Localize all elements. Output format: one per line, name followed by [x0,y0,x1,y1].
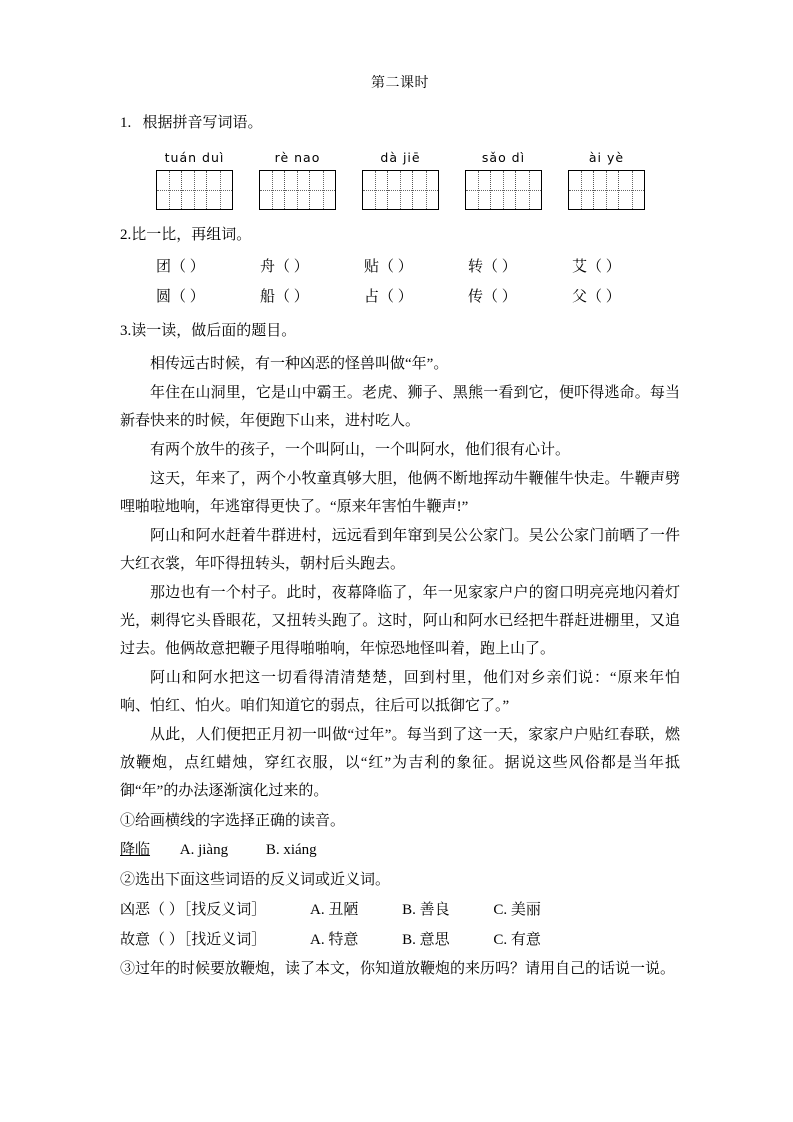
passage-paragraph: 这天，年来了，两个小牧童真够大胆，他俩不断地挥动牛鞭催牛快走。牛鞭声劈哩啪啦地响，年逃窜得更快了。“原来年害怕牛鞭声!” [120,471,680,515]
pinyin-label: tuán duì [164,150,225,165]
tianzige-square[interactable] [157,171,182,209]
pinyin-label: dà jiē [380,150,421,165]
sub-question-1-options [120,837,680,864]
sub-question-2-label: ②选出下面这些词语的反义词或近义词。 [120,872,391,888]
option-b[interactable]: B. 意思 [402,932,450,948]
sub-question-1-label: ①给画横线的字选择正确的读音。 [120,813,346,829]
passage-paragraph: 阿山和阿水把这一切看得清清楚楚，回到村里，他们对乡亲们说：“原来年怕响、怕红、怕火。咱们知道它的弱点，往后可以抵御它了。” [120,670,680,714]
tianzige-square[interactable] [594,171,619,209]
tianzige-grid[interactable] [465,170,542,210]
passage-paragraph: 那边也有一个村子。此时，夜幕降临了，年一见家家户户的窗口明亮亮地闪着灯光，刺得它头昏眼花，又扭转头跑了。这时，阿山和阿水已经把牛群赶进棚里，又追过去。他俩故意把鞭子甩得啪啪响，年惊恐地怪叫着，跑上山了。 [120,585,680,657]
tianzige-square[interactable] [466,171,491,209]
pinyin-cell [568,150,645,210]
tianzige-square[interactable] [285,171,310,209]
page-title: 第二课时 [371,76,429,91]
page-content [120,72,680,983]
pinyin-cell [465,150,542,210]
pinyin-cell [259,150,336,210]
tianzige-square[interactable] [207,171,232,209]
pinyin-label: rè nao [274,150,321,165]
compare-item[interactable]: 传（ ） [468,289,517,305]
compare-item[interactable]: 圆（ ） [156,289,205,305]
option-b[interactable]: B. xiáng [265,842,317,858]
passage-paragraph: 相传远古时候，有一种凶恶的怪兽叫做“年”。 [150,356,449,372]
choice-word[interactable]: 凶恶（ ）［找反义词］ [120,902,267,918]
compare-item[interactable]: 团（ ） [156,259,205,275]
pinyin-writing-row [156,150,680,210]
choice-row [120,896,680,924]
tianzige-square[interactable] [491,171,516,209]
question-1-number: 1. [120,115,132,131]
pinyin-cell [156,150,233,210]
question-3-prompt: 3.读一读，做后面的题目。 [120,323,297,339]
tianzige-square[interactable] [516,171,541,209]
underlined-word: 降临 [120,842,151,858]
choice-word[interactable]: 故意（ ）［找近义词］ [120,932,267,948]
passage-paragraph: 阿山和阿水赶着牛群进村，远远看到年窜到吴公公家门。吴公公家门前晒了一件大红衣裳，年吓得扭转头，朝村后头跑去。 [120,528,680,572]
compare-row [156,282,680,312]
pinyin-label: ài yè [588,150,625,165]
tianzige-square[interactable] [388,171,413,209]
compare-item[interactable]: 父（ ） [572,289,621,305]
option-a[interactable]: A. 特意 [310,932,359,948]
option-a[interactable]: A. jiàng [179,842,229,858]
tianzige-grid[interactable] [156,170,233,210]
pinyin-label: sǎo dì [481,150,526,165]
compare-row [156,252,680,282]
compare-item[interactable]: 占（ ） [364,289,413,305]
compare-item[interactable]: 转（ ） [468,259,517,275]
tianzige-grid[interactable] [568,170,645,210]
tianzige-square[interactable] [569,171,594,209]
question-2 [120,222,680,312]
tianzige-square[interactable] [310,171,335,209]
reading-passage [120,350,680,805]
tianzige-square[interactable] [363,171,388,209]
question-1-text: 根据拼音写词语。 [142,115,263,131]
pinyin-cell [362,150,439,210]
compare-item[interactable]: 贴（ ） [364,259,413,275]
tianzige-grid[interactable] [362,170,439,210]
tianzige-square[interactable] [182,171,207,209]
compare-item[interactable]: 艾（ ） [572,259,621,275]
question-2-prompt: 2.比一比，再组词。 [120,227,252,243]
option-b[interactable]: B. 善良 [402,902,450,918]
tianzige-square[interactable] [413,171,438,209]
choice-row [120,926,680,954]
compare-item[interactable]: 舟（ ） [260,259,309,275]
compare-item[interactable]: 船（ ） [260,289,309,305]
tianzige-grid[interactable] [259,170,336,210]
tianzige-square[interactable] [260,171,285,209]
passage-paragraph: 年住在山洞里，它是山中霸王。老虎、狮子、黑熊一看到它，便吓得逃命。每当新春快来的时候，年便跑下山来，进村吃人。 [120,385,680,429]
sub-question-3-label: ③过年的时候要放鞭炮，读了本文，你知道放鞭炮的来历吗？请用自己的话说一说。 [120,961,676,977]
passage-paragraph: 从此，人们便把正月初一叫做“过年”。每当到了这一天，家家户户贴红春联，燃放鞭炮，点红蜡烛，穿红衣服，以“红”为吉利的象征。据说这些风俗都是当年抵御“年”的办法逐渐演化过来的。 [120,727,680,799]
question-1-prompt [120,110,680,136]
option-c[interactable]: C. 有意 [493,932,541,948]
option-c[interactable]: C. 美丽 [493,902,541,918]
option-a[interactable]: A. 丑陋 [310,902,359,918]
passage-paragraph: 有两个放牛的孩子，一个叫阿山，一个叫阿水，他们很有心计。 [150,442,571,458]
tianzige-square[interactable] [619,171,644,209]
